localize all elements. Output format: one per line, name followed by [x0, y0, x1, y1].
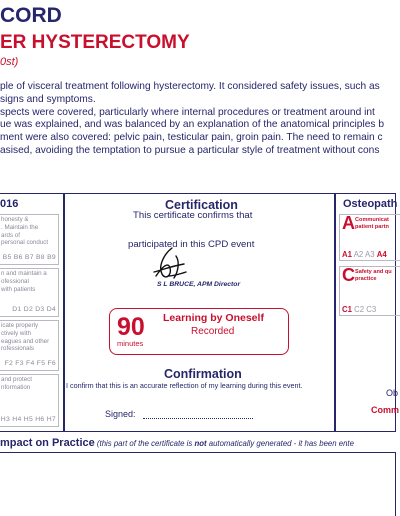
code-line: eagues and other: [1, 337, 50, 345]
code-line: . Maintain the: [1, 223, 39, 231]
theme-item: A3: [365, 250, 375, 259]
panel-divider: [334, 193, 336, 432]
code-line: ards of: [1, 231, 20, 239]
osteopathic-title: Osteopath: [343, 198, 398, 210]
director-signature-icon: [150, 246, 190, 284]
code-line: with patients: [1, 285, 36, 293]
code-line: icate properly: [1, 322, 39, 329]
code-line: and protect: [1, 376, 32, 383]
code-line: rofessionals: [1, 345, 35, 353]
course-date: 0st): [0, 56, 19, 68]
code-standard-box: [0, 320, 59, 371]
learning-type: Learning by Oneself: [163, 312, 264, 324]
learning-duration-unit: minutes: [117, 339, 144, 348]
director-name: S L BRUCE, APM Director: [157, 281, 241, 288]
code-items: B5 B6 B7 B8 B9: [2, 254, 56, 262]
description-line: signs and symptoms.: [0, 93, 96, 105]
code-line: personal conduct: [1, 239, 49, 247]
theme-letter: C: [342, 265, 355, 285]
code-items: F2 F3 F4 F5 F6: [4, 360, 56, 368]
course-title: ER HYSTERECTOMY: [0, 32, 190, 53]
confirmation-text: I confirm that this is an accurate reflection of my learning during this event.: [66, 381, 303, 390]
description-line: spects were covered, particularly where internal procedures or treatment around int: [0, 106, 375, 118]
osteopathic-theme-box: [339, 214, 400, 261]
impact-text-area[interactable]: [0, 452, 396, 516]
record-heading: CORD: [0, 4, 62, 27]
description-line: asised, avoiding the temptation to pursue a particular style of treatment without cons: [0, 144, 380, 156]
learning-duration: 90: [117, 313, 145, 341]
osteopathic-ob: Ob: [386, 388, 399, 398]
impact-title: mpact on Practice: [0, 437, 95, 449]
code-line: n and maintain a: [1, 270, 47, 277]
theme-item: C3: [366, 305, 377, 314]
impact-note-prefix: (this part of the certificate is: [94, 439, 195, 448]
code-line: ofessional: [1, 277, 29, 285]
code-standard-box: [0, 374, 59, 427]
panel-divider: [63, 193, 65, 432]
theme-item: C2: [354, 305, 365, 314]
theme-letter: A: [342, 213, 355, 233]
impact-heading: [0, 437, 354, 449]
theme-item-active: C1: [342, 305, 352, 314]
osteopathic-theme-box: [339, 266, 400, 316]
code-title: 016: [0, 198, 19, 210]
theme-label-line: Safety and qu: [355, 269, 392, 275]
theme-items: [342, 305, 376, 314]
impact-note-bold: not: [194, 439, 207, 448]
certification-title: Certification: [165, 198, 238, 212]
course-description: [0, 81, 400, 158]
osteopathic-comm: Comm: [371, 405, 400, 415]
code-items: D1 D2 D3 D4: [12, 306, 56, 314]
code-standard-box: [0, 214, 59, 265]
certification-event: participated in this CPD event: [128, 239, 255, 250]
theme-item-active: A1: [342, 250, 352, 259]
impact-note-suffix: automatically generated - it has been ente: [206, 439, 354, 448]
code-line: ctively with: [1, 329, 31, 337]
description-line: ple of visceral treatment following hysterectomy. It considered safety issues, such as: [0, 81, 380, 92]
code-line: honesty &: [1, 216, 29, 223]
confirmation-title: Confirmation: [164, 367, 242, 381]
learning-status: Recorded: [191, 326, 235, 337]
code-items: H3 H4 H5 H6 H7: [0, 416, 56, 424]
description-line: ment were also covered: pelvic pain, testicular pain, groin pain. The need to remain c: [0, 132, 383, 144]
signature-field[interactable]: [143, 418, 253, 419]
theme-label-line: Communicat: [355, 217, 389, 223]
certification-confirms: This certificate confirms that: [133, 210, 253, 221]
signed-label: Signed:: [105, 409, 136, 419]
theme-label-line: patient partn: [355, 223, 389, 230]
code-line: nformation: [1, 383, 31, 391]
theme-label: [355, 217, 389, 230]
theme-item-active: A4: [376, 250, 387, 259]
theme-items: [342, 250, 387, 259]
theme-label-line: practice: [355, 275, 377, 282]
impact-note: [95, 439, 354, 448]
theme-item: A2: [353, 250, 364, 259]
code-standard-box: [0, 268, 59, 317]
description-line: ue was explained, and was balanced by an explanation of the anatomical principles b: [0, 119, 384, 131]
theme-label: [355, 269, 392, 282]
